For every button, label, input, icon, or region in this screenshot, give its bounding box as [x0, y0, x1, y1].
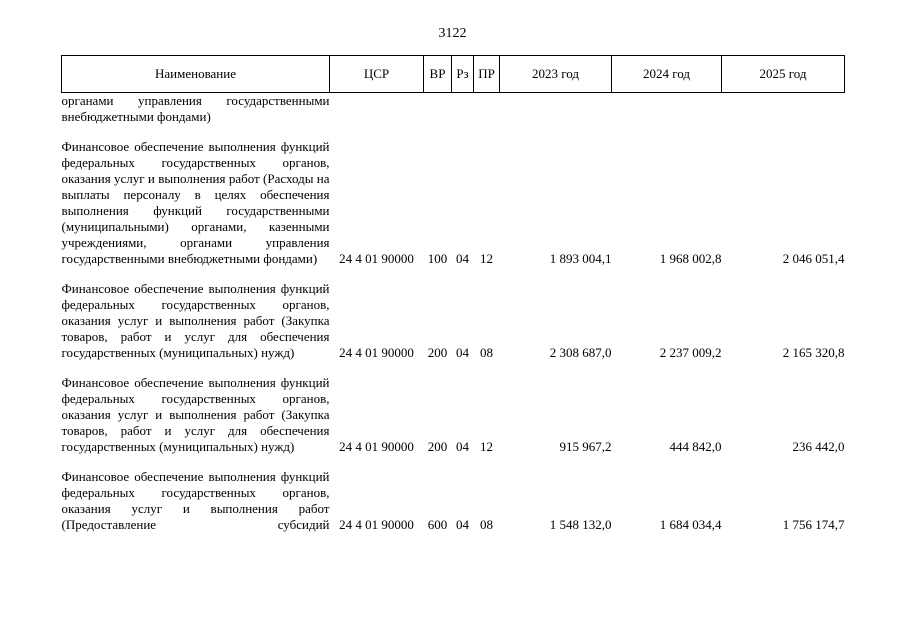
row-pr: [474, 93, 500, 126]
row-name: Финансовое обеспечение выполнения функций федеральных государственных органов, оказания услуг и выполнения работ (Предоставление субсидий: [61, 469, 330, 532]
table-row: [62, 375, 845, 455]
row-2024: [612, 93, 722, 126]
row-2024: 1 968 002,8: [659, 251, 722, 266]
row-2023: [500, 93, 612, 126]
table-row: [62, 281, 845, 361]
row-pr: 12: [480, 251, 493, 266]
row-rz: 04: [456, 251, 469, 266]
row-2024: 2 237 009,2: [659, 345, 722, 360]
row-2023: 2 308 687,0: [549, 345, 612, 360]
header-2025: 2025 год: [722, 56, 845, 93]
header-csr: ЦСР: [330, 56, 424, 93]
header-2024: 2024 год: [612, 56, 722, 93]
row-2023: 1 548 132,0: [549, 517, 612, 532]
header-2023: 2023 год: [500, 56, 612, 93]
row-vr: 600: [427, 517, 448, 532]
row-2024: 444 842,0: [669, 439, 722, 454]
row-vr: 200: [427, 345, 448, 360]
row-2024: 1 684 034,4: [659, 517, 722, 532]
page-number: 3122: [438, 26, 467, 41]
row-2025: 236 442,0: [792, 439, 845, 454]
header-vr: ВР: [424, 56, 452, 93]
row-csr: 24 4 01 90000: [339, 517, 414, 532]
row-rz: [452, 93, 474, 126]
row-2025: 2 046 051,4: [782, 251, 845, 266]
header-pr: ПР: [474, 56, 500, 93]
row-rz: 04: [456, 439, 469, 454]
row-name: органами управления государственными внебюджетными фондами): [61, 93, 330, 124]
table-row: [62, 139, 845, 267]
row-2025: 1 756 174,7: [782, 517, 845, 532]
table-header-row: [62, 56, 845, 93]
row-rz: 04: [456, 345, 469, 360]
row-2025: [722, 93, 845, 126]
header-name: Наименование: [62, 56, 330, 93]
row-name: Финансовое обеспечение выполнения функций федеральных государственных органов, оказания услуг и выполнения работ (Закупка товаров, работ и услуг для обеспечения государственных (муниципальных) нужд): [61, 281, 330, 360]
table-row: [62, 469, 845, 533]
budget-table: [61, 55, 845, 533]
row-pr: 12: [480, 439, 493, 454]
row-vr: 100: [427, 251, 448, 266]
row-name: Финансовое обеспечение выполнения функций федеральных государственных органов, оказания услуг и выполнения работ (Расходы на выплаты персоналу в целях обеспечения выполнения функций государственными (муниципальными) органами, казенными учреждениями, органами управления государственными внебюджетными фондами): [61, 139, 330, 266]
table-row: [62, 93, 845, 126]
row-rz: 04: [456, 517, 469, 532]
row-csr: 24 4 01 90000: [339, 345, 414, 360]
row-2023: 1 893 004,1: [549, 251, 612, 266]
row-csr: [330, 93, 424, 126]
row-pr: 08: [480, 345, 493, 360]
row-name: Финансовое обеспечение выполнения функций федеральных государственных органов, оказания услуг и выполнения работ (Закупка товаров, работ и услуг для обеспечения государственных (муниципальных) нужд): [61, 375, 330, 454]
row-2023: 915 967,2: [559, 439, 612, 454]
row-2025: 2 165 320,8: [782, 345, 845, 360]
row-csr: 24 4 01 90000: [339, 251, 414, 266]
row-pr: 08: [480, 517, 493, 532]
row-csr: 24 4 01 90000: [339, 439, 414, 454]
row-vr: 200: [427, 439, 448, 454]
header-rz: Рз: [452, 56, 474, 93]
row-vr: [424, 93, 452, 126]
